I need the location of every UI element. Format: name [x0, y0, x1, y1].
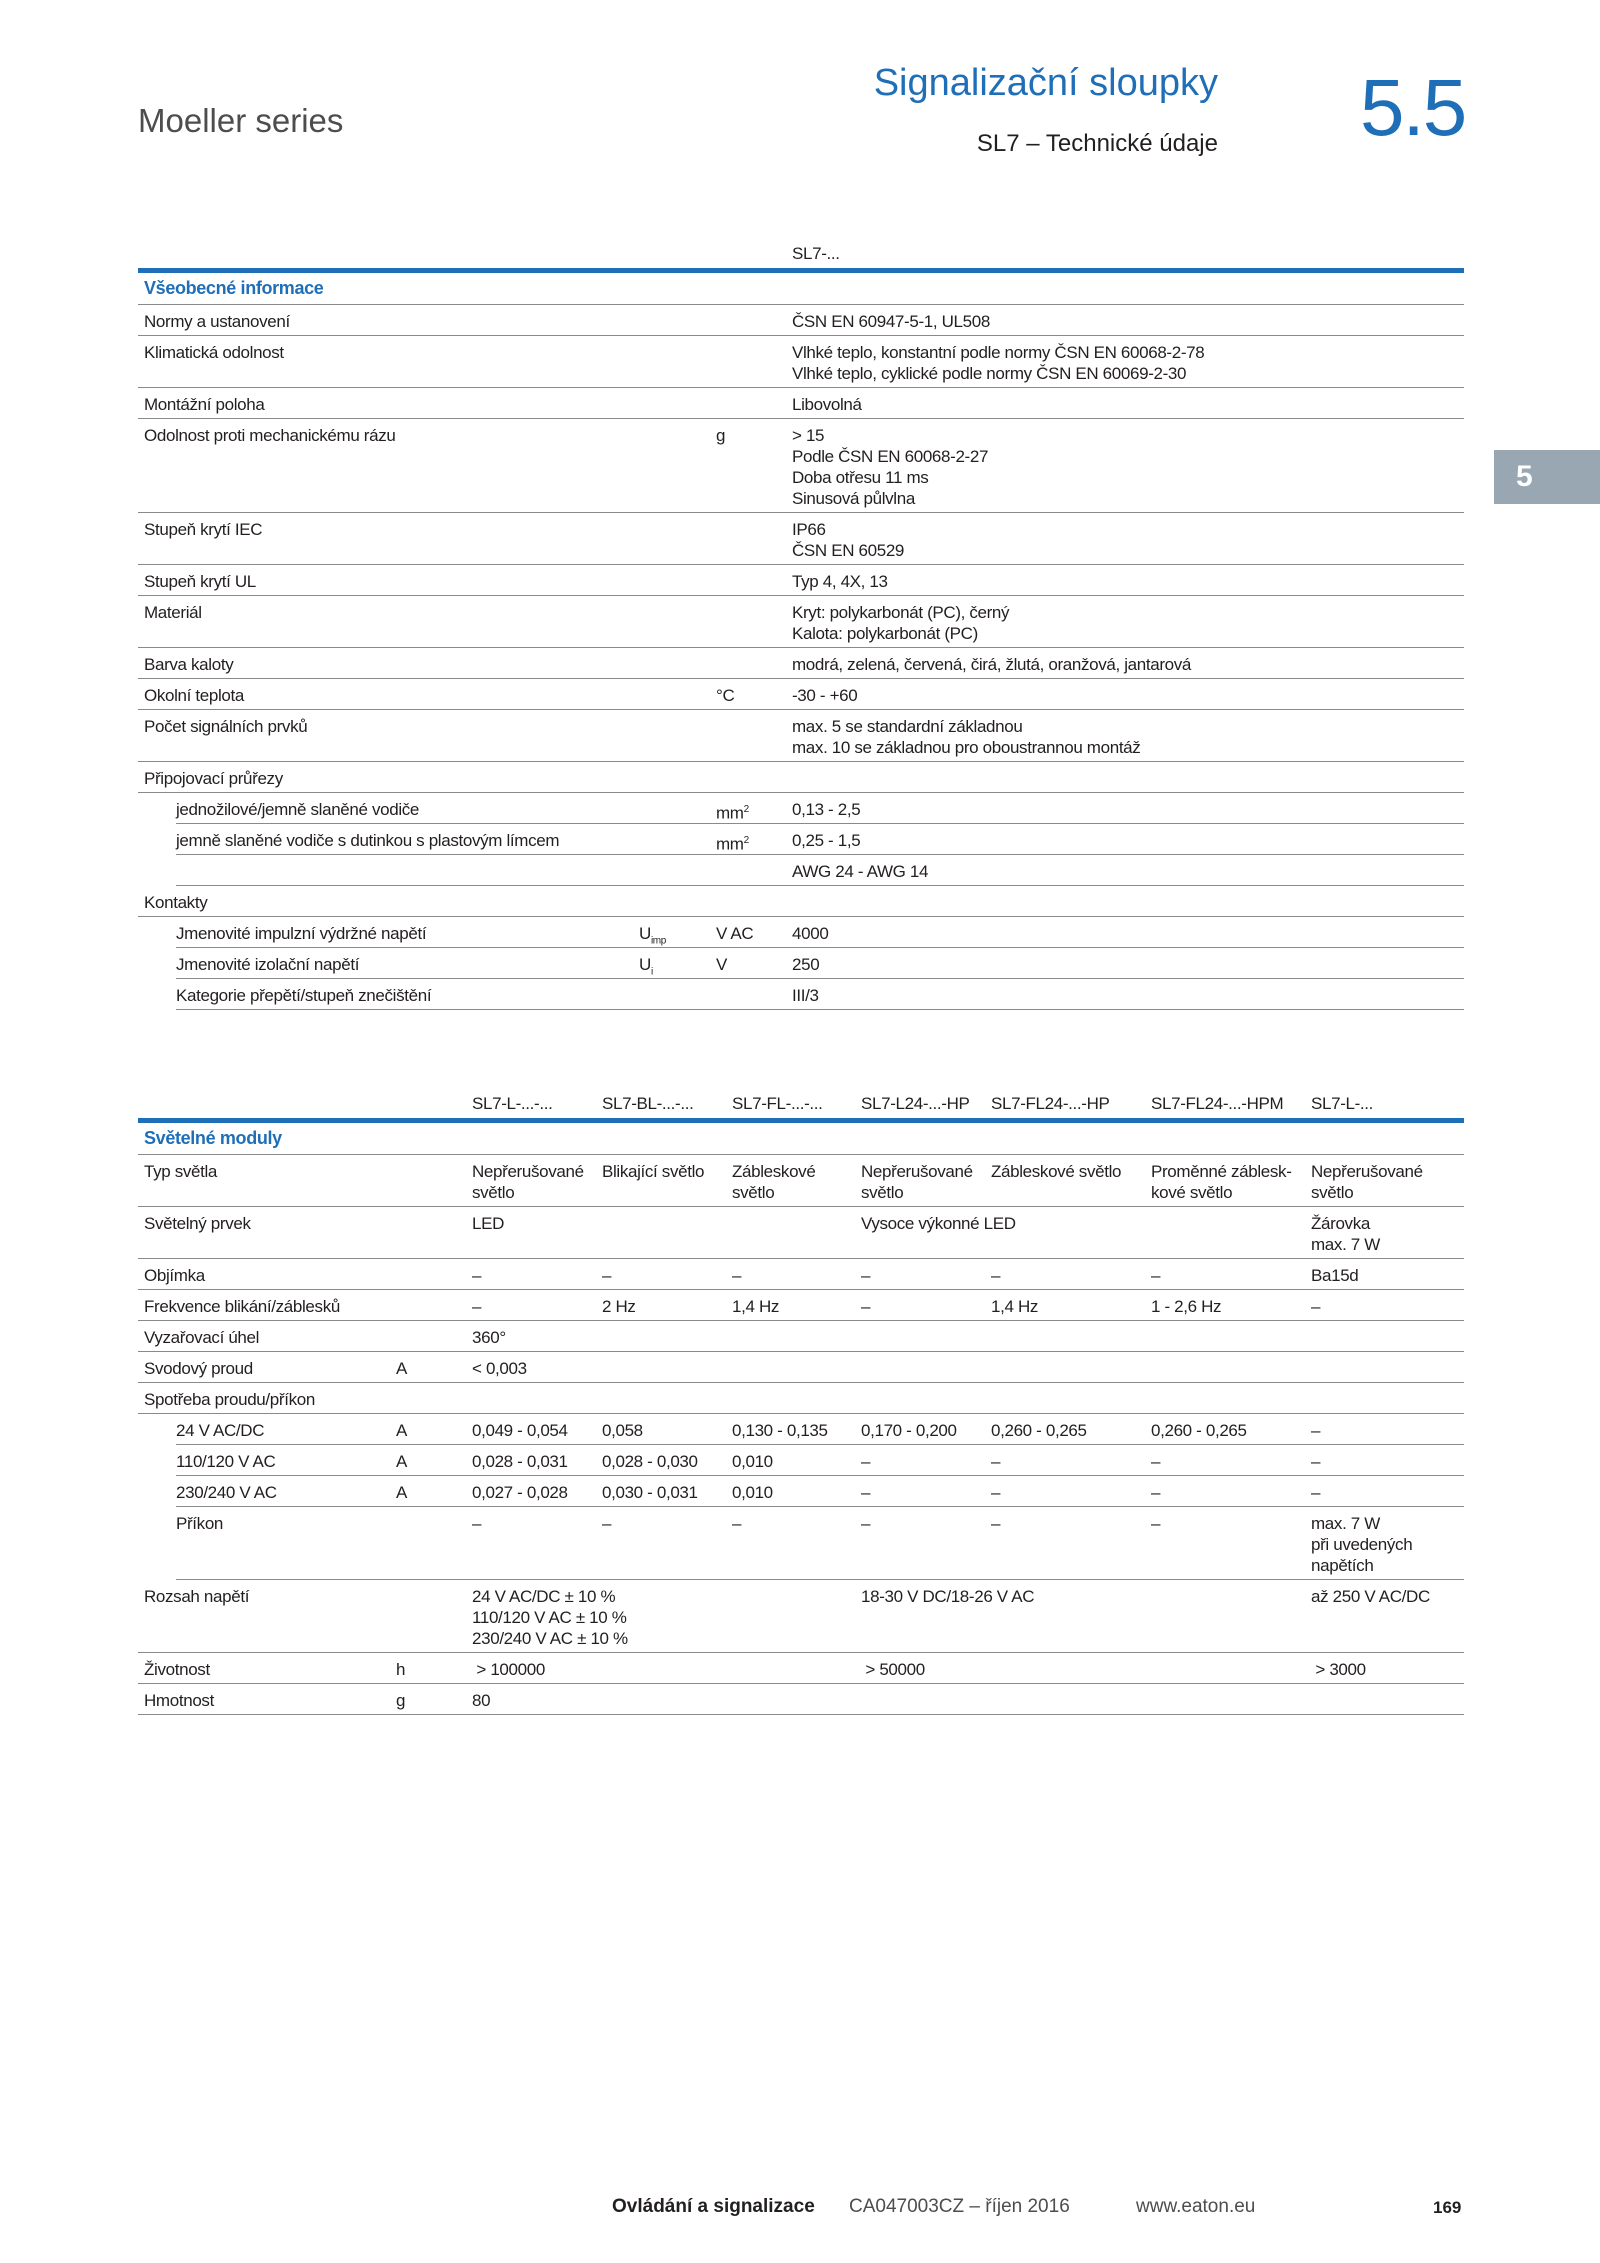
table-cell: > 3000	[1311, 1660, 1366, 1679]
row-cells	[138, 1690, 1464, 1711]
table-cell: –	[861, 1297, 871, 1316]
column-header: SL7-FL-...-...	[732, 1094, 823, 1113]
symbol-subscript: imp	[650, 935, 667, 947]
row-label: Typ světla	[144, 1162, 218, 1181]
row-cells	[176, 1451, 1464, 1472]
column-header: SL7-BL-...-...	[602, 1094, 694, 1113]
table-row	[138, 1653, 1464, 1684]
table-cell: –	[991, 1452, 1001, 1471]
unit-text: mm	[716, 834, 744, 854]
row-cells	[176, 1420, 1464, 1441]
table-cell: 1 - 2,6 Hz	[1151, 1297, 1222, 1316]
table-cell: 18-30 V DC/18-26 V AC	[861, 1587, 1035, 1606]
table-row	[138, 565, 1464, 596]
row-value: > 15 Podle ČSN EN 60068-2-27 Doba otřesu 11 ms Sinusová půlvlna	[792, 426, 989, 508]
table-row	[138, 513, 1464, 565]
symbol-subscript: i	[650, 966, 653, 978]
row-cells	[138, 1358, 1464, 1379]
footer-doc-number: CA047003CZ – říjen 2016	[849, 2196, 1070, 2217]
row-label: 24 V AC/DC	[176, 1421, 265, 1440]
row-value: 0,13 - 2,5	[792, 800, 861, 819]
row-label: 230/240 V AC	[176, 1483, 277, 1502]
table-header	[138, 238, 1464, 273]
row-unit: A	[396, 1483, 407, 1502]
table-cell: 0,130 - 0,135	[732, 1421, 828, 1440]
table-row	[138, 762, 1464, 793]
row-label: Montážní poloha	[144, 395, 265, 414]
unit-text: g	[716, 426, 726, 445]
table-cell: 0,028 - 0,030	[602, 1452, 698, 1471]
row-label: Frekvence blikání/záblesků	[144, 1297, 340, 1316]
table-cell: 2 Hz	[602, 1297, 636, 1316]
row-unit: A	[396, 1452, 407, 1471]
table-cell: –	[991, 1483, 1001, 1502]
row-cells	[138, 1327, 1464, 1348]
row-label: Barva kaloty	[144, 655, 234, 674]
row-label: 110/120 V AC	[176, 1452, 276, 1471]
table-cell: LED	[472, 1214, 505, 1233]
table-row	[138, 1684, 1464, 1715]
row-label: Odolnost proti mechanickému rázu	[144, 426, 396, 445]
row-label: jednožilové/jemně slaněné vodiče	[176, 800, 420, 819]
row-label: Životnost	[144, 1660, 210, 1679]
row-value: IP66 ČSN EN 60529	[792, 520, 905, 560]
table-row	[176, 1414, 1464, 1445]
row-value: ČSN EN 60947-5-1, UL508	[792, 312, 990, 331]
table-row	[176, 855, 1464, 886]
row-unit	[716, 830, 749, 855]
table-cell: 0,170 - 0,200	[861, 1421, 957, 1440]
symbol-base: U	[639, 924, 651, 943]
table-header	[138, 1088, 1464, 1123]
table-cell: Blikající světlo	[602, 1162, 705, 1181]
column-header: SL7-...	[792, 244, 840, 263]
table-cell: Zábleskové světlo	[991, 1162, 1122, 1181]
row-label: Normy a ustanovení	[144, 312, 290, 331]
page-title: Signalizační sloupky	[873, 62, 1218, 104]
section-title: Všeobecné informace	[138, 273, 1464, 305]
table-cell: 0,028 - 0,031	[472, 1452, 568, 1471]
table-row	[176, 1476, 1464, 1507]
row-value: max. 5 se standardní základnou max. 10 se základnou pro oboustrannou montáž	[792, 717, 1141, 757]
table-cell: 0,030 - 0,031	[602, 1483, 698, 1502]
table-row	[138, 1383, 1464, 1414]
page-subtitle: SL7 – Technické údaje	[976, 130, 1218, 157]
table-cell: 0,058	[602, 1421, 643, 1440]
general-info-table	[138, 238, 1464, 1010]
table-row	[176, 824, 1464, 855]
row-label: Svodový proud	[144, 1359, 253, 1378]
row-unit: A	[396, 1421, 407, 1440]
row-label: Objímka	[144, 1266, 205, 1285]
unit-text: V AC	[716, 924, 754, 943]
table-cell: 0,049 - 0,054	[472, 1421, 568, 1440]
table-cell: –	[472, 1297, 482, 1316]
row-cells	[138, 1161, 1464, 1203]
row-label: Připojovací průřezy	[144, 769, 283, 788]
table-row	[138, 710, 1464, 762]
table-cell: –	[732, 1514, 742, 1533]
table-row	[138, 1580, 1464, 1653]
row-label: Materiál	[144, 603, 202, 622]
table-cell: Zábleskové světlo	[732, 1162, 816, 1202]
row-value: Libovolná	[792, 395, 862, 414]
row-value: Kryt: polykarbonát (PC), černý Kalota: polykarbonát (PC)	[792, 603, 1010, 643]
section-number: 5.5	[1360, 63, 1466, 152]
row-cells	[138, 1586, 1464, 1649]
table-row	[138, 1352, 1464, 1383]
table-cell: > 100000	[472, 1660, 545, 1679]
row-unit	[716, 923, 753, 944]
table-row	[138, 596, 1464, 648]
table-cell: –	[991, 1266, 1001, 1285]
table-cell: Nepřerušované světlo	[1311, 1162, 1423, 1202]
row-unit	[716, 685, 734, 706]
table-cell: 1,4 Hz	[732, 1297, 780, 1316]
row-unit	[716, 954, 727, 975]
table-cell: 0,010	[732, 1483, 773, 1502]
table-cell: –	[602, 1514, 612, 1533]
table-cell: Žárovka max. 7 W	[1311, 1214, 1380, 1254]
table-row	[138, 1259, 1464, 1290]
row-label: Klimatická odolnost	[144, 343, 284, 362]
table-cell: 24 V AC/DC ± 10 % 110/120 V AC ± 10 % 230/240 V AC ± 10 %	[472, 1587, 628, 1648]
unit-text: mm	[716, 803, 744, 823]
table-cell: 0,260 - 0,265	[991, 1421, 1087, 1440]
table-cell: Nepřerušované světlo	[472, 1162, 584, 1202]
table-cell: –	[1151, 1483, 1161, 1502]
row-value: Vlhké teplo, konstantní podle normy ČSN EN 60068-2-78 Vlhké teplo, cyklické podle normy ČSN EN 60069-2-30	[792, 343, 1205, 383]
row-label: Stupeň krytí IEC	[144, 520, 263, 539]
table-cell: < 0,003	[472, 1359, 527, 1378]
row-label: Stupeň krytí UL	[144, 572, 256, 591]
row-value: -30 - +60	[792, 686, 858, 705]
column-header: SL7-L24-...-HP	[861, 1094, 970, 1113]
table-cell: –	[1311, 1421, 1321, 1440]
table-cell: –	[861, 1266, 871, 1285]
row-label: Kontakty	[144, 893, 208, 912]
unit-text: °C	[716, 686, 735, 705]
table-cell: až 250 V AC/DC	[1311, 1587, 1430, 1606]
table-cell: 360°	[472, 1328, 506, 1347]
row-unit	[716, 799, 749, 824]
row-value: 250	[792, 955, 820, 974]
row-cells	[176, 1513, 1464, 1576]
table-row	[138, 886, 1464, 917]
unit-superscript: 2	[743, 835, 749, 846]
table-row	[138, 305, 1464, 336]
chapter-tab: 5	[1494, 450, 1600, 504]
footer-url: www.eaton.eu	[1136, 2196, 1256, 2217]
table-cell: –	[1151, 1514, 1161, 1533]
row-cells	[138, 1213, 1464, 1255]
row-unit: h	[396, 1660, 406, 1679]
row-value: AWG 24 - AWG 14	[792, 862, 929, 881]
table-cell: Proměnné záblesk- kové světlo	[1151, 1162, 1292, 1202]
table-row	[176, 948, 1464, 979]
row-cells	[138, 1659, 1464, 1680]
table-cell: 80	[472, 1691, 491, 1710]
table-row	[176, 1445, 1464, 1476]
table-row	[138, 336, 1464, 388]
column-header: SL7-L-...	[1311, 1094, 1374, 1113]
row-label: Kategorie přepětí/stupeň znečištění	[176, 986, 432, 1005]
row-label: Rozsah napětí	[144, 1587, 250, 1606]
footer-section: Ovládání a signalizace	[612, 2196, 815, 2217]
table-cell: –	[861, 1483, 871, 1502]
table-cell: –	[861, 1514, 871, 1533]
series-name: Moeller series	[138, 102, 344, 139]
table-row	[138, 679, 1464, 710]
row-cells	[138, 1389, 1464, 1410]
table-cell: –	[1311, 1452, 1321, 1471]
table-cell: 1,4 Hz	[991, 1297, 1039, 1316]
row-label: Světelný prvek	[144, 1214, 251, 1233]
row-unit	[716, 425, 725, 446]
table-cell: Nepřerušované světlo	[861, 1162, 973, 1202]
table-row	[138, 388, 1464, 419]
table-cell: Ba15d	[1311, 1266, 1359, 1285]
row-label: Jmenovité izolační napětí	[176, 955, 360, 974]
table-row	[176, 1507, 1464, 1580]
row-value: 0,25 - 1,5	[792, 831, 861, 850]
section-title: Světelné moduly	[138, 1123, 1464, 1155]
table-cell: –	[1151, 1266, 1161, 1285]
table-cell: –	[472, 1514, 482, 1533]
row-label: Okolní teplota	[144, 686, 244, 705]
row-label: Hmotnost	[144, 1691, 214, 1710]
unit-superscript: 2	[743, 804, 749, 815]
row-value: modrá, zelená, červená, čirá, žlutá, oranžová, jantarová	[792, 655, 1192, 674]
column-header: SL7-L-...-...	[472, 1094, 553, 1113]
unit-text: V	[716, 955, 727, 974]
table-cell: 0,010	[732, 1452, 773, 1471]
table-row	[138, 1321, 1464, 1352]
table-cell: 0,027 - 0,028	[472, 1483, 568, 1502]
table-row	[138, 1155, 1464, 1207]
row-unit: g	[396, 1691, 406, 1710]
row-value: III/3	[792, 986, 819, 1005]
table-cell: –	[861, 1452, 871, 1471]
light-modules-table	[138, 1088, 1464, 1715]
table-cell: 0,260 - 0,265	[1151, 1421, 1247, 1440]
row-label: jemně slaněné vodiče s dutinkou s plastovým límcem	[176, 831, 560, 850]
row-cells	[176, 1482, 1464, 1503]
table-cell: Vysoce výkonné LED	[861, 1214, 1016, 1233]
table-row	[138, 1207, 1464, 1259]
table-cell: –	[602, 1266, 612, 1285]
column-header: SL7-FL24-...-HP	[991, 1094, 1110, 1113]
row-unit: A	[396, 1359, 407, 1378]
column-header: SL7-FL24-...-HPM	[1151, 1094, 1284, 1113]
row-cells	[138, 1296, 1464, 1317]
table-row	[138, 648, 1464, 679]
row-value: 4000	[792, 924, 829, 943]
row-label: Počet signálních prvků	[144, 717, 308, 736]
table-cell: –	[991, 1514, 1001, 1533]
table-row	[138, 419, 1464, 513]
table-row	[176, 979, 1464, 1010]
table-row	[176, 917, 1464, 948]
row-label: Spotřeba proudu/příkon	[144, 1390, 315, 1409]
table-cell: –	[1311, 1483, 1321, 1502]
row-label: Vyzařovací úhel	[144, 1328, 260, 1347]
table-cell: max. 7 W při uvedených napětích	[1311, 1514, 1413, 1575]
table-cell: > 50000	[861, 1660, 925, 1679]
table-row	[176, 793, 1464, 824]
table-row	[138, 1290, 1464, 1321]
row-cells	[138, 1265, 1464, 1286]
table-cell: –	[732, 1266, 742, 1285]
table-cell: –	[1151, 1452, 1161, 1471]
table-cell: –	[472, 1266, 482, 1285]
row-label: Jmenovité impulzní výdržné napětí	[176, 924, 427, 943]
symbol-base: U	[639, 955, 651, 974]
row-value: Typ 4, 4X, 13	[792, 572, 888, 591]
row-label: Příkon	[176, 1514, 224, 1533]
table-cell: –	[1311, 1297, 1321, 1316]
page-number: 169	[1433, 2198, 1462, 2217]
